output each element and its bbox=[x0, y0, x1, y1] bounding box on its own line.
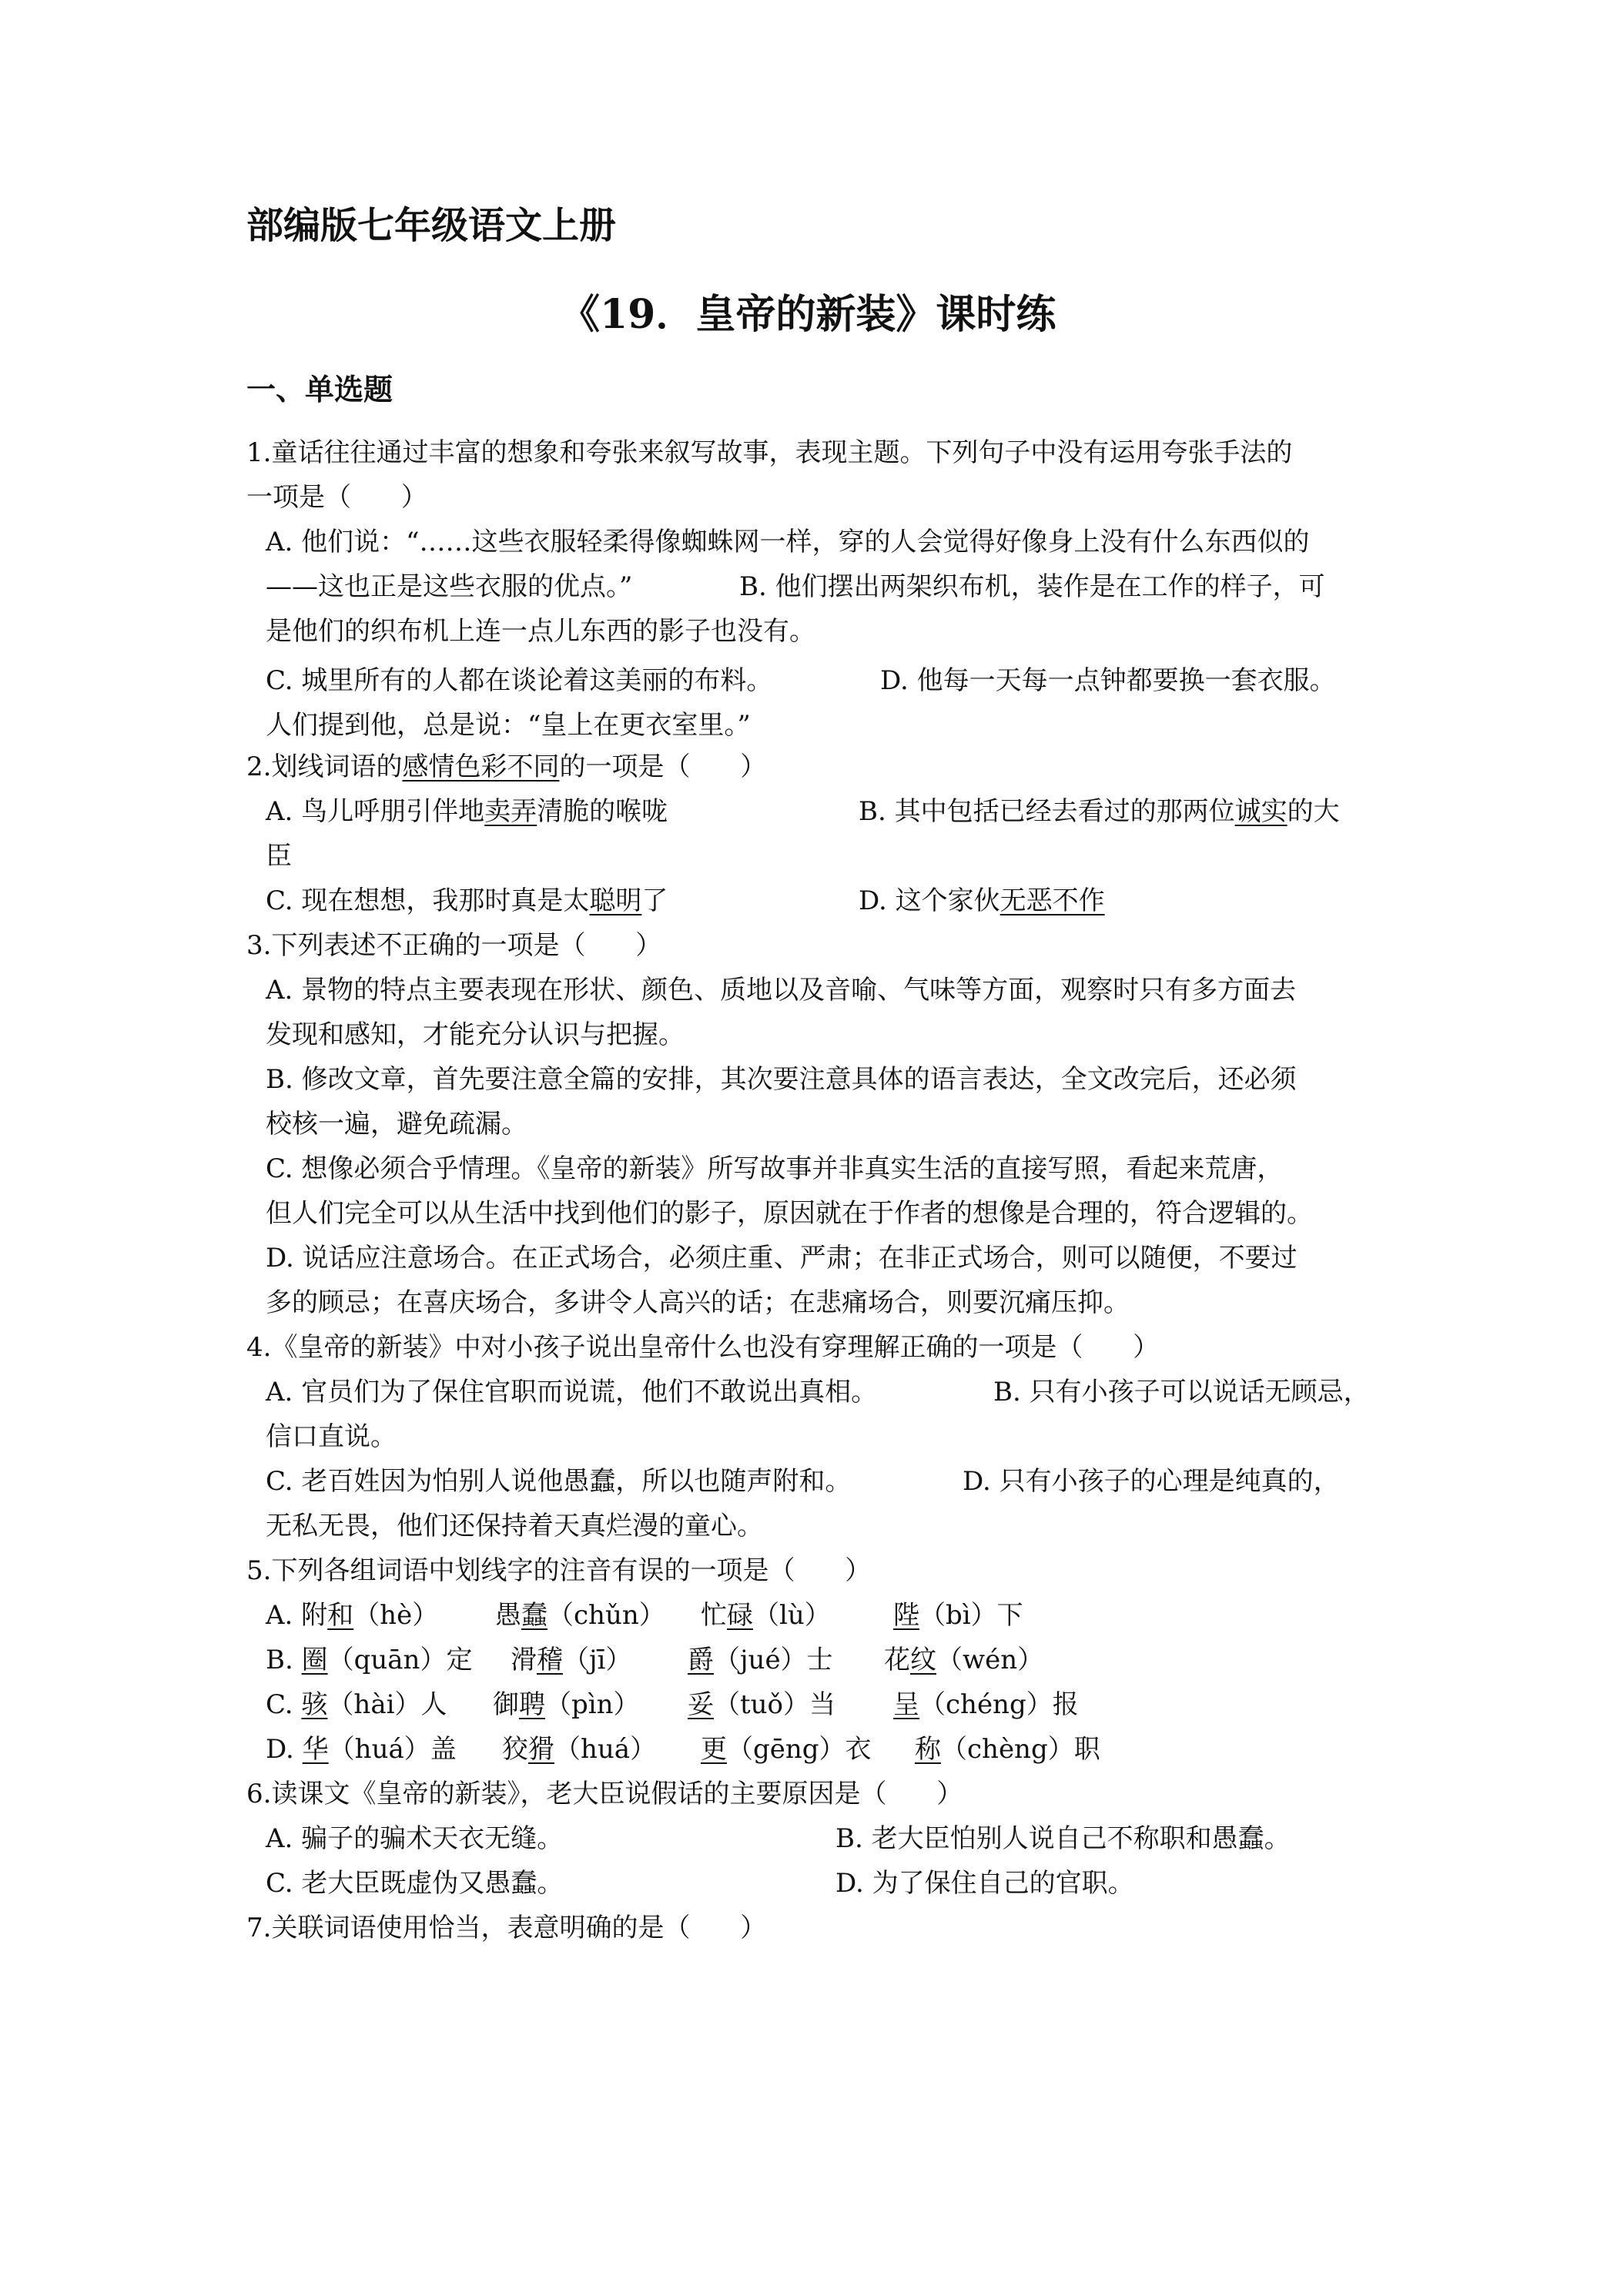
q5-option-b: B. 圈（quān）定 滑稽（jī） 爵（jué）士 花纹（wén） bbox=[266, 1645, 1044, 1675]
q1-stem: 1.童话往往通过丰富的想象和夸张来叙写故事，表现主题。下列句子中没有运用夸张手法的 bbox=[246, 437, 1293, 468]
q2-option-b: B. 其中包括已经去看过的那两位诚实的大 bbox=[859, 796, 1340, 827]
q4-option-d: D. 只有小孩子的心理是纯真的， bbox=[963, 1466, 1340, 1497]
q5-option-a: A. 附和（hè） 愚蠢（chǔn） 忙碌（lù） 陛（bì）下 bbox=[266, 1600, 1023, 1631]
q1-option-b: B. 他们摆出两架织布机，装作是在工作的样子，可 bbox=[739, 571, 1325, 602]
q3-option-a: A. 景物的特点主要表现在形状、颜色、质地以及音喻、气味等方面，观察时只有多方面去 bbox=[266, 975, 1297, 1006]
q4-option-a: A. 官员们为了保住官职而说谎，他们不敢说出真相。 bbox=[266, 1377, 878, 1407]
q1-option-d: D. 他每一天每一点钟都要换一套衣服。 bbox=[880, 665, 1336, 696]
q3-option-c-cont: 但人们完全可以从生活中找到他们的影子，原因就在于作者的想像是合理的，符合逻辑的。 bbox=[266, 1198, 1313, 1229]
q5-option-d: D. 华（huá）盖 狡猾（huá） 更（gēng）衣 称（chèng）职 bbox=[266, 1734, 1100, 1765]
q6-option-a: A. 骗子的骗术天衣无缝。 bbox=[266, 1823, 564, 1854]
doc-title-line2: 《19．皇帝的新装》课时练 bbox=[560, 291, 1056, 338]
q2-option-b-cont: 臣 bbox=[266, 841, 292, 872]
q3-option-b: B. 修改文章，首先要注意全篇的安排，其次要注意具体的语言表达，全文改完后，还必须 bbox=[266, 1064, 1297, 1095]
q1-option-c-d bbox=[0, 658, 1624, 703]
q6-option-d: D. 为了保住自己的官职。 bbox=[835, 1868, 1134, 1899]
q4-options-c-d bbox=[0, 1459, 1624, 1504]
q1-option-b-cont: 是他们的织布机上连一点儿东西的影子也没有。 bbox=[266, 616, 815, 647]
q2-options-a-b bbox=[0, 789, 1624, 834]
q6-options-c-d bbox=[0, 1861, 1624, 1906]
q2-option-c: C. 现在想想，我那时真是太聪明了 bbox=[266, 885, 668, 916]
q1-option-c: C. 城里所有的人都在谈论着这美丽的布料。 bbox=[266, 665, 773, 696]
q6-stem: 6.读课文《皇帝的新装》，老大臣说假话的主要原因是（ ） bbox=[246, 1779, 963, 1809]
section-heading: 一、单选题 bbox=[246, 372, 393, 407]
q3-option-d-cont: 多的顾忌；在喜庆场合，多讲令人高兴的话；在悲痛场合，则要沉痛压抑。 bbox=[266, 1287, 1130, 1318]
q2-option-a: A. 鸟儿呼朋引伴地卖弄清脆的喉咙 bbox=[266, 796, 668, 827]
q3-option-d: D. 说话应注意场合。在正式场合，必须庄重、严肃；在非正式场合，则可以随便，不要过 bbox=[266, 1243, 1298, 1274]
q3-option-b-cont: 校核一遍，避免疏漏。 bbox=[266, 1109, 527, 1140]
q1-stem-cont: 一项是（ ） bbox=[246, 482, 427, 513]
q1-option-a: A. 他们说：“……这些衣服轻柔得像蜘蛛网一样，穿的人会觉得好像身上没有什么东西似的 bbox=[266, 527, 1310, 557]
q6-option-c: C. 老大臣既虚伪又愚蠢。 bbox=[266, 1868, 564, 1899]
q4-option-d-cont: 无私无畏，他们还保持着天真烂漫的童心。 bbox=[266, 1511, 763, 1541]
underlined-phrase: 感情色彩不同 bbox=[402, 751, 560, 782]
q3-stem: 3.下列表述不正确的一项是（ ） bbox=[246, 930, 662, 961]
q4-option-b: B. 只有小孩子可以说话无顾忌， bbox=[993, 1377, 1370, 1407]
q6-options-a-b bbox=[0, 1816, 1624, 1861]
q4-options-a-b bbox=[0, 1370, 1624, 1414]
q2-stem: 2.划线词语的感情色彩不同的一项是（ ） bbox=[246, 751, 767, 782]
q2-options-c-d bbox=[0, 879, 1624, 923]
q5-stem: 5.下列各组词语中划线字的注音有误的一项是（ ） bbox=[246, 1555, 872, 1586]
q7-stem: 7.关联词语使用恰当，表意明确的是（ ） bbox=[246, 1913, 767, 1943]
q3-option-a-cont: 发现和感知，才能充分认识与把握。 bbox=[266, 1019, 685, 1050]
q1-option-a-b: ——这也正是这些衣服的优点。” B. 他们摆出两架织布机，装作是在工作的样子，可 bbox=[0, 564, 1624, 609]
q2-option-d: D. 这个家伙无恶不作 bbox=[859, 885, 1105, 916]
q4-stem: 4.《皇帝的新装》中对小孩子说出皇帝什么也没有穿理解正确的一项是（ ） bbox=[246, 1332, 1160, 1363]
q4-option-c: C. 老百姓因为怕别人说他愚蠢，所以也随声附和。 bbox=[266, 1466, 852, 1497]
doc-title-line1: 部编版七年级语文上册 bbox=[246, 204, 617, 247]
q6-option-b: B. 老大臣怕别人说自己不称职和愚蠢。 bbox=[835, 1823, 1291, 1854]
q5-option-c: C. 骇（hài）人 御聘（pìn） 妥（tuǒ）当 呈（chéng）报 bbox=[266, 1689, 1079, 1720]
q3-option-c: C. 想像必须合乎情理。《皇帝的新装》所写故事并非真实生活的直接写照，看起来荒唐， bbox=[266, 1153, 1284, 1184]
q4-option-b-cont: 信口直说。 bbox=[266, 1421, 397, 1452]
q1-option-d-cont: 人们提到他，总是说：“皇上在更衣室里。” bbox=[266, 710, 751, 741]
